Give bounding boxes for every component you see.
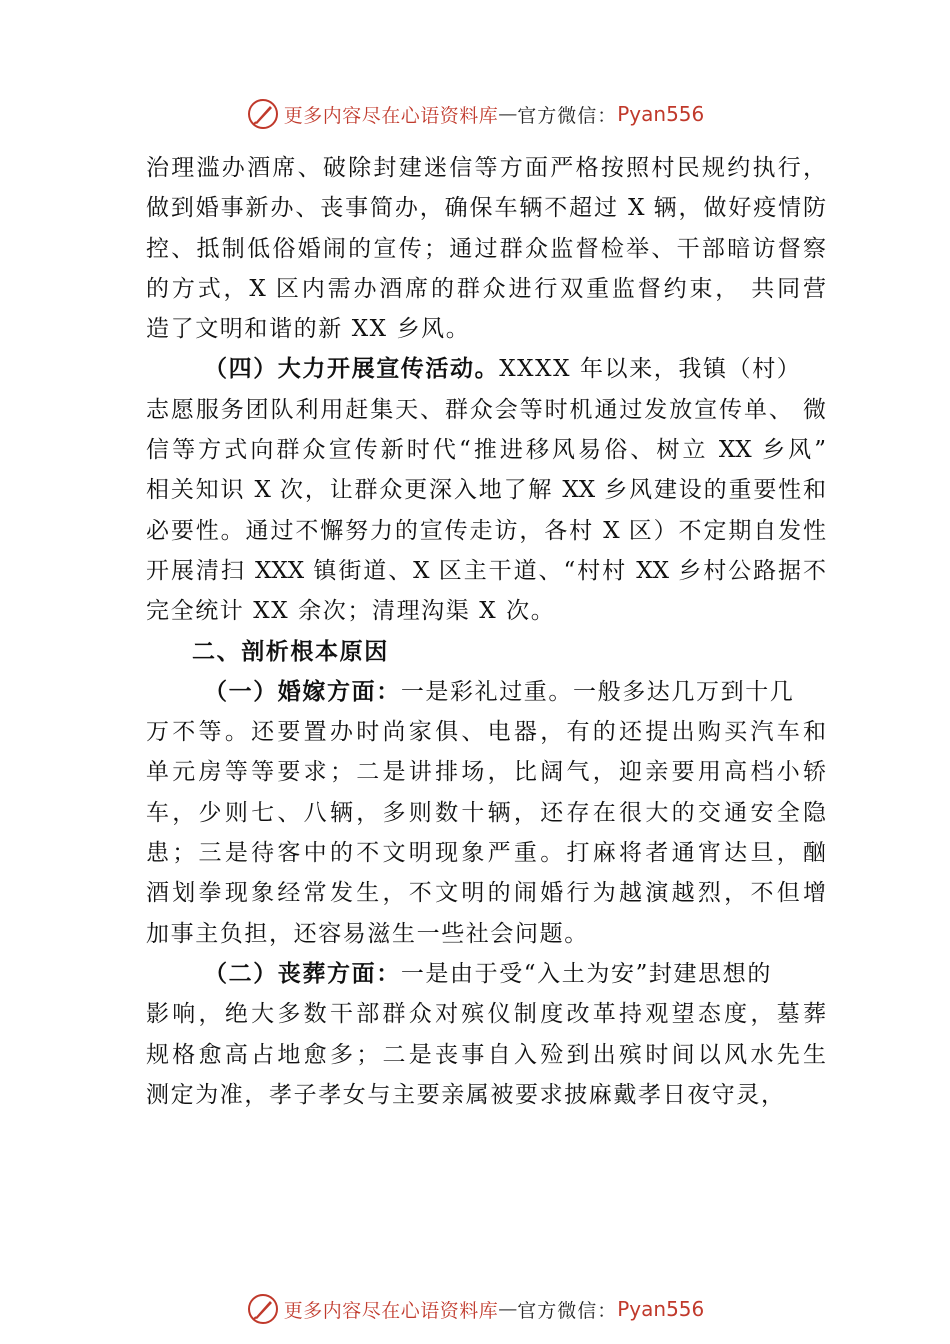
watermark-label: 官方微信： [517,1299,618,1322]
text-line: 相关知识 X 次，让群众更深入地了解 XX 乡风建设的重要性和 [146,477,826,504]
text-line: 的方式，X 区内需办酒席的群众进行双重监督约束， 共同营 [146,275,826,302]
text-line: 单元房等等要求；二是讲排场，比阔气，迎亲要用高档小轿 [146,759,826,786]
watermark-separator: — [498,103,518,125]
text-line: 测定为准，孝子孝女与主要亲属被要求披麻戴孝日夜守灵， [146,1081,786,1108]
text-line: 患；三是待客中的不文明现象严重。打麻将者通宵达旦，酗 [146,840,826,867]
watermark-label: 官方微信： [517,104,618,127]
text-line: 影响，绝大多数干部群众对殡仪制度改革持观望态度，墓葬 [146,1001,826,1028]
watermark-header [0,94,950,134]
text-line: 规格愈高占地愈多；二是丧事自入殓到出殡时间以风水先生 [146,1041,826,1068]
text-line [146,954,826,994]
watermark-footer [0,1289,950,1329]
text-line: 加事主负担，还容易滋生一些社会问题。 [146,920,589,947]
text-line: 控、抵制低俗婚闹的宣传；通过群众监督检举、干部暗访督察 [146,235,826,262]
text-run: XXXX 年以来，我镇（村） [499,356,802,383]
text-run: 一是彩礼过重。一般多达几万到十几 [400,678,795,705]
text-line: 完全统计 XX 余次；清理沟渠 X 次。 [146,598,556,625]
text-line: 治理滥办酒席、破除封建迷信等方面严格按照村民规约执行， [146,155,826,181]
text-line: 志愿服务团队利用赶集天、群众会等时机通过发放宣传单、 微 [146,396,826,423]
document-body [146,148,826,1115]
watermark-id: Pyan556 [617,1297,705,1321]
text-line: 做到婚事新办、丧事简办，确保车辆不超过 X 辆，做好疫情防 [146,195,826,222]
text-line [146,349,826,389]
text-line: 信等方式向群众宣传新时代“推进移风易俗、树立 XX 乡风” [146,437,826,464]
section-lead: （四）大力开展宣传活动。 [204,355,500,383]
watermark-id: Pyan556 [617,102,705,126]
quill-logo-icon [246,97,280,131]
text-line: 造了文明和谐的新 XX 乡风。 [146,316,471,343]
watermark-brand: 更多内容尽在心语资料库 [283,1299,499,1322]
quill-logo-icon [246,1292,280,1326]
text-run: 一是由于受“入土为安”封建思想的 [400,960,772,987]
watermark-separator: — [498,1298,518,1320]
text-line: 万不等。还要置办时尚家俱、电器，有的还提出购买汽车和 [146,719,826,746]
section-lead: （二）丧葬方面： [204,959,401,987]
text-line: 开展清扫 XXX 镇街道、X 区主干道、“村村 XX 乡村公路据不 [146,557,826,584]
text-line: 酒划拳现象经常发生，不文明的闹婚行为越演越烈，不但增 [146,880,826,907]
watermark-brand: 更多内容尽在心语资料库 [283,104,499,127]
text-line [146,672,826,712]
section-heading: 二、剖析根本原因 [192,638,389,665]
text-line: 车，少则七、八辆，多则数十辆，还存在很大的交通安全隐 [146,799,826,826]
section-lead: （一）婚嫁方面： [204,677,401,705]
text-line: 必要性。通过不懈努力的宣传走访，各村 X 区）不定期自发性 [146,517,826,544]
